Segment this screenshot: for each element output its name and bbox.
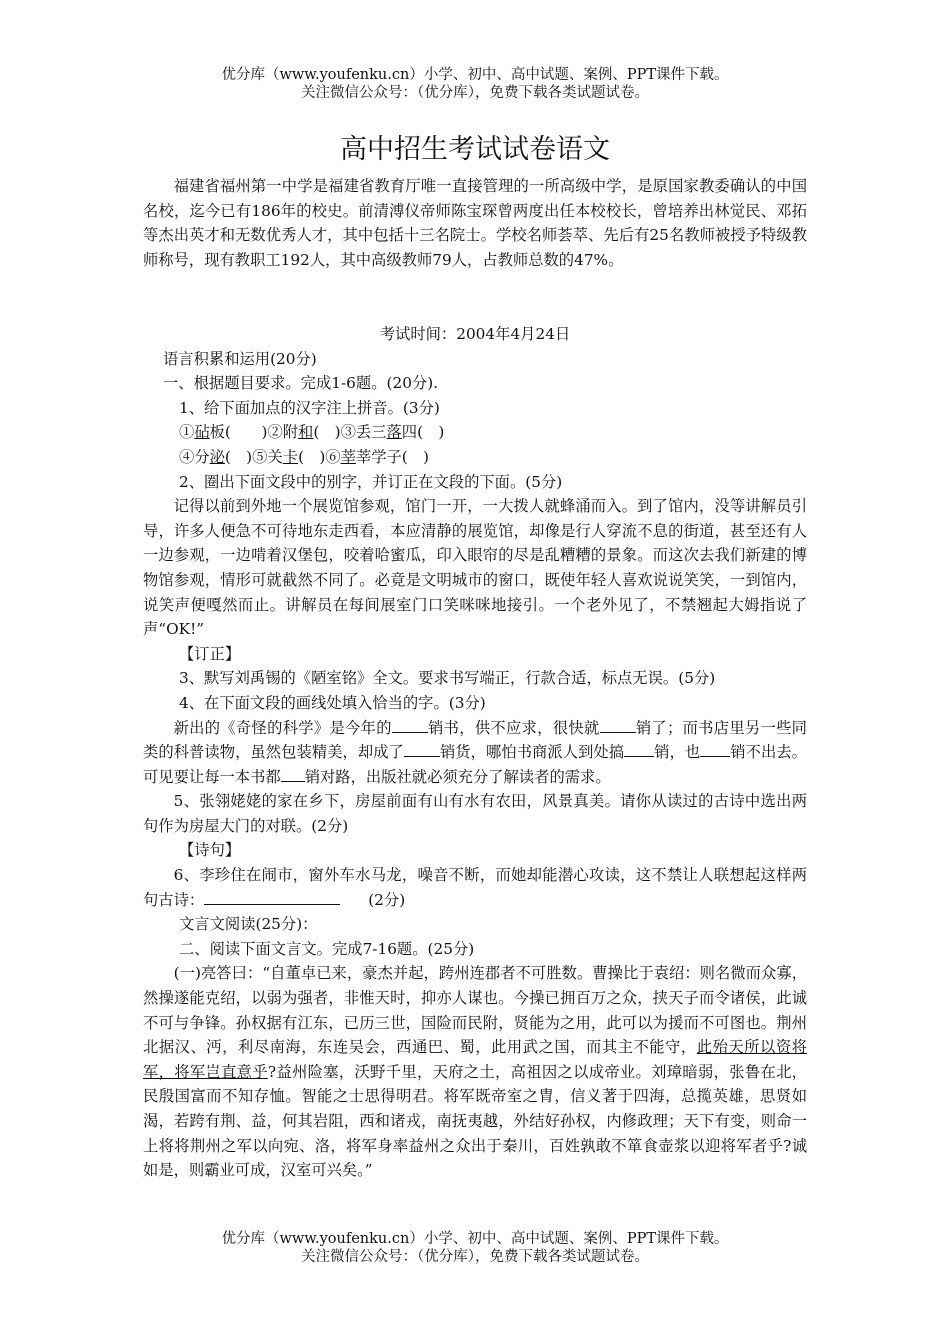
question-5-answer-label: 【诗句】 xyxy=(179,841,241,860)
passage-text: 销书，供不应求，很快就 xyxy=(427,718,600,737)
q1-item-text: ( )⑤关 xyxy=(224,447,283,466)
dotted-char: 莘 xyxy=(340,447,356,466)
passage-text: (一)亮答曰：“自董卓已来，豪杰并起，跨州连郡者不可胜数。曹操比于袁绍：则名微而众寡，然操遂能克绍，以弱为强者，非惟天时，抑亦人谋也。今操已拥百万之众，挟天子而令诸侯，此诚不可与争锋。孙权据有江东，已历三世，国险而民附，贤能为之用，此可以为援而不可图也。荆州北据汉、沔，利尽南海，东连吴会，西通巴、蜀，此用武之国，而其主不能守， xyxy=(143,964,807,1057)
answer-blank[interactable] xyxy=(204,890,340,905)
question-1-row-2 xyxy=(143,445,807,470)
q1-item-text: 板( )②附 xyxy=(209,423,299,442)
question-2-passage: 记得以前到外地一个展览馆参观，馆门一开，一大拨人就蜂涌而入。到了馆内，没等讲解员引导，许多人便急不可待地东走西看，本应清静的展览馆，却像是行人穿流不息的街道，甚至还有人一边参观，一边啃着汉堡包，咬着哈蜜瓜，印入眼帘的尽是乱糟糟的景象。而这次去我们新建的博物馆参观，情形可就截然不同了。必竟是文明城市的窗口，既使年轻人喜欢说说笑笑，一到馆内，说笑声便嘎然而止。讲解员在每间展室门口笑咪咪地接引。一个老外见了，不禁翘起大姆指说了声“OK!” xyxy=(143,497,807,639)
question-1: 1、给下面加点的汉字注上拼音。(3分) xyxy=(179,398,440,417)
question-6 xyxy=(143,863,807,912)
header-line-1: 优分库（www.youfenku.cn）小学、初中、高中试题、案例、PPT课件下载。 xyxy=(221,67,729,83)
fill-blank[interactable] xyxy=(624,742,654,757)
intro-block xyxy=(143,174,807,272)
footer-line-2: 关注微信公众号：（优分库），免费下载各类试题试卷。 xyxy=(301,1249,649,1265)
question-4-passage xyxy=(143,716,807,790)
q1-item-text: ( )⑥ xyxy=(298,447,341,466)
dotted-char: 和 xyxy=(298,423,314,442)
question-1-row-1 xyxy=(143,420,807,445)
passage-text: 销了；而书店里另一些同类的科普读物，虽然包装精美，却成了 xyxy=(143,718,807,762)
fill-blank[interactable] xyxy=(600,718,636,733)
question-6-text: 6、李珍住在闹市，窗外车水马龙，噪音不断，而她却能潜心攻读，这不禁让人联想起这样两句古诗： xyxy=(143,866,807,909)
question-6-score: (2分) xyxy=(368,890,406,909)
q1-item-text: 莘学子( ) xyxy=(355,447,430,466)
q1-item-text: ( )③丢三 xyxy=(313,423,387,442)
q1-item-text: 四( ) xyxy=(401,423,445,442)
fill-blank[interactable] xyxy=(281,767,305,782)
page-header xyxy=(0,66,950,102)
passage-text: 销不出去。可见要让每一本书都 xyxy=(143,743,807,786)
classical-passage xyxy=(143,961,807,1182)
passage-text: ?益州险塞，沃野千里，天府之土，高祖因之以成帝业。刘璋暗弱，张鲁在北，民殷国富而不知存恤。智能之士思得明君。将军既帝室之胄，信义著于四海，总揽英雄，思贤如渴，若跨有荆、益，何其岩阻，西和诸戎，南抚夷越，外结好孙权，内修政理；天下有变，则命一上将将荆州之军以向宛、洛，将军身率益州之众出于秦川，百姓孰敢不箪食壶浆以迎将军者乎?诚如是，则霸业可成，汉室可兴矣。” xyxy=(143,1062,807,1180)
question-2-answer-label: 【订正】 xyxy=(179,644,241,663)
dotted-char: 砧 xyxy=(194,423,210,442)
question-4: 4、在下面文段的画线处填入恰当的字。(3分) xyxy=(179,693,486,712)
part-heading-2: 二、阅读下面文言文。完成7-16题。(25分) xyxy=(179,939,475,958)
page-footer xyxy=(0,1230,950,1266)
header-line-2: 关注微信公众号：（优分库），免费下载各类试题试卷。 xyxy=(301,85,649,101)
question-5: 5、张翎姥姥的家在乡下，房屋前面有山有水有农田，风景真美。请你从读过的古诗中选出两句作为房屋大门的对联。(2分) xyxy=(143,792,807,835)
passage-text: 销对路，出版社就必须充分了解读者的需求。 xyxy=(304,767,611,786)
section-heading-classical: 文言文阅读(25分)： xyxy=(179,915,318,934)
q1-item-text: ① xyxy=(179,423,195,442)
dotted-char: 泌 xyxy=(209,447,225,466)
intro-paragraph: 福建省福州第一中学是福建省教育厅唯一直接管理的一所高级中学，是原国家教委确认的中国名校，迄今已有186年的校史。前清溥仪帝师陈宝琛曾两度出任本校校长，曾培养出林觉民、邓拓等杰出英才和无数优秀人才，其中包括十三名院士。学校名师荟萃、先后有25名教师被授予特级教师称号，现有教职工192人，其中高级教师79人，占教师总数的47%。 xyxy=(143,177,807,269)
fill-blank[interactable] xyxy=(404,742,440,757)
fill-blank[interactable] xyxy=(700,742,730,757)
page-title: 高中招生考试试卷语文 xyxy=(340,134,610,165)
part-heading-1: 一、根据题目要求。完成1-6题。(20分). xyxy=(163,374,439,393)
dotted-char: 落 xyxy=(386,423,402,442)
question-2: 2、圈出下面文段中的别字，并订正在文段的下面。(5分) xyxy=(179,472,563,491)
exam-time: 考试时间：2004年4月24日 xyxy=(379,325,571,343)
passage-text: 新出的《奇怪的科学》是今年的 xyxy=(173,718,392,737)
section-heading-language: 语言积累和运用(20分) xyxy=(163,349,317,368)
q1-item-text: ④分 xyxy=(179,447,210,466)
footer-line-1: 优分库（www.youfenku.cn）小学、初中、高中试题、案例、PPT课件下载。 xyxy=(221,1231,729,1247)
passage-text: 销，也 xyxy=(654,743,701,762)
fill-blank[interactable] xyxy=(392,718,428,733)
underlined-sentence: 此殆天所以资将军，将军岂直意乎 xyxy=(143,1038,807,1081)
passage-text: 销货，哪怕书商派人到处搞 xyxy=(439,743,625,762)
exam-content xyxy=(143,322,807,1183)
question-3: 3、默写刘禹锡的《陋室铭》全文。要求书写端正，行款合适，标点无误。(5分) xyxy=(179,669,716,688)
dotted-char: 卡 xyxy=(282,447,299,466)
